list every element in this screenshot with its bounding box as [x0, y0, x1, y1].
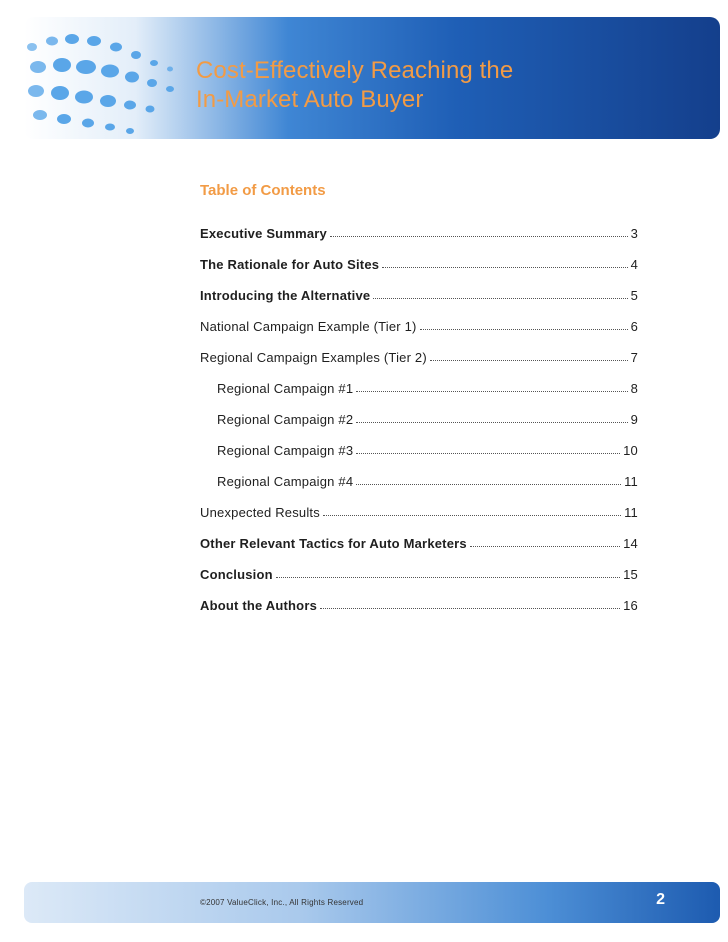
- toc-dot-leader: [470, 546, 620, 547]
- toc-entry[interactable]: [200, 303, 638, 334]
- toc-entry-page: 4: [630, 257, 638, 272]
- title-line-1: Cost-Effectively Reaching the: [196, 57, 514, 84]
- toc-entry-label: Regional Campaign #2: [217, 412, 354, 427]
- toc-dot-leader: [356, 453, 620, 454]
- toc-dot-leader: [323, 515, 621, 516]
- toc-entry-page: 8: [630, 381, 638, 396]
- page-number: 2: [656, 891, 665, 908]
- toc-entry-label: Unexpected Results: [200, 505, 320, 520]
- toc-entry[interactable]: [200, 427, 638, 458]
- toc-entry[interactable]: [200, 520, 638, 551]
- table-of-contents: [200, 210, 638, 613]
- toc-entry-label: Regional Campaign #3: [217, 443, 354, 458]
- toc-entry[interactable]: [200, 272, 638, 303]
- toc-entry-page: 11: [624, 505, 638, 520]
- toc-entry-label: Introducing the Alternative: [200, 288, 371, 303]
- toc-entry[interactable]: [200, 551, 638, 582]
- toc-entry-page: 15: [623, 567, 638, 582]
- toc-dot-leader: [356, 484, 621, 485]
- toc-entry-page: 14: [623, 536, 638, 551]
- toc-entry-page: 11: [624, 474, 638, 489]
- toc-entry[interactable]: [200, 582, 638, 613]
- toc-entry[interactable]: [200, 458, 638, 489]
- page-title: [196, 56, 513, 114]
- toc-dot-leader: [430, 360, 628, 361]
- toc-dot-leader: [276, 577, 620, 578]
- toc-dot-leader: [330, 236, 628, 237]
- toc-entry-page: 5: [630, 288, 638, 303]
- toc-entry[interactable]: [200, 241, 638, 272]
- toc-entry[interactable]: [200, 334, 638, 365]
- toc-entry-label: Regional Campaign #1: [217, 381, 354, 396]
- footer-bar: [24, 882, 720, 923]
- toc-dot-leader: [356, 422, 627, 423]
- toc-entry-page: 10: [623, 443, 638, 458]
- toc-entry-label: The Rationale for Auto Sites: [200, 257, 380, 272]
- toc-entry-page: 16: [623, 598, 638, 613]
- toc-entry-label: Regional Campaign Examples (Tier 2): [200, 350, 427, 365]
- toc-entry[interactable]: [200, 210, 638, 241]
- toc-dot-leader: [373, 298, 627, 299]
- toc-dot-leader: [356, 391, 627, 392]
- title-line-2: In-Market Auto Buyer: [196, 86, 424, 113]
- toc-entry-label: National Campaign Example (Tier 1): [200, 319, 417, 334]
- dot-pattern-decoration: [24, 17, 224, 139]
- toc-entry-label: Executive Summary: [200, 226, 327, 241]
- toc-entry[interactable]: [200, 489, 638, 520]
- toc-heading: Table of Contents: [200, 182, 326, 199]
- toc-entry[interactable]: [200, 365, 638, 396]
- toc-entry-label: About the Authors: [200, 598, 318, 613]
- toc-entry-page: 6: [630, 319, 638, 334]
- toc-dot-leader: [420, 329, 628, 330]
- toc-entry-label: Conclusion: [200, 567, 273, 582]
- toc-dot-leader: [382, 267, 627, 268]
- toc-entry-page: 3: [630, 226, 638, 241]
- copyright-text: ©2007 ValueClick, Inc., All Rights Reserved: [200, 898, 364, 907]
- toc-entry[interactable]: [200, 396, 638, 427]
- toc-entry-page: 9: [630, 412, 638, 427]
- toc-entry-label: Regional Campaign #4: [217, 474, 354, 489]
- toc-entry-label: Other Relevant Tactics for Auto Marketers: [200, 536, 467, 551]
- toc-entry-page: 7: [630, 350, 638, 365]
- toc-dot-leader: [320, 608, 620, 609]
